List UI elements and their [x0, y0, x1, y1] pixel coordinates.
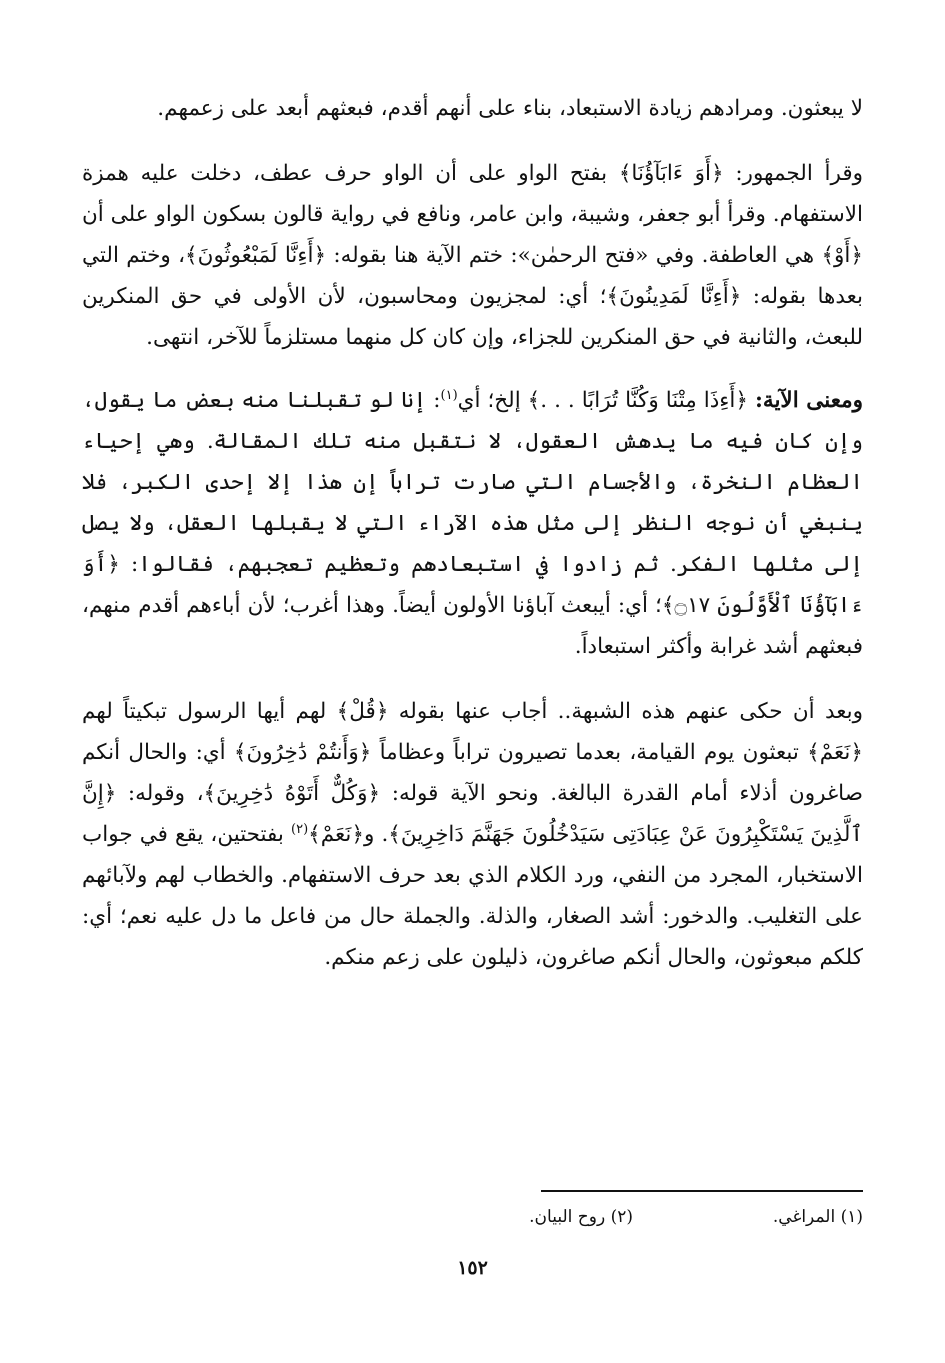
paragraph-4-text-a: وبعد أن حكى عنهم هذه الشبهة.. أجاب عنها بقوله ﴿قُلْ﴾ لهم أيها الرسول تبكيتاً لهم ﴿نَعَمْ﴾ تبعثون يوم القيامة، بعدما تصيرون تراباً وعظاماً ﴿وَأَنتُمْ دَٰخِرُونَ﴾ أي: والحال أنكم صاغرون أذلاء أمام القدرة البالغة. ونحو الآية قوله: ﴿وَكُلٌّ أَتَوْهُ دَٰخِرِينَ﴾، وقوله: ﴿إِنَّ ٱلَّذِينَ يَسْتَكْبِرُونَ عَنْ عِبَادَتِى سَيَدْخُلُونَ جَهَنَّمَ دَاخِرِينَ﴾. و﴿نَعَمْ﴾ — [82, 699, 863, 847]
footnote-1: (١) المراغي. — [772, 1207, 863, 1227]
paragraph-3-lead: ومعنى الآية: — [754, 388, 863, 413]
paragraph-3-text-a: ﴿أَءِذَا مِتْنَا وَكُنَّا تُرَابًا . . .﴾ إلخ؛ أي — [457, 388, 755, 413]
footnotes — [82, 1203, 863, 1231]
paragraph-2-text: وقرأ الجمهور: ﴿أَوَ ءَابَآؤُنَا﴾ بفتح الواو على أن الواو حرف عطف، دخلت عليه همزة الاستفهام. وقرأ أبو جعفر، وشيبة، وابن عامر، ونافع في رواية قالون بسكون الواو على أن ﴿أَوْ﴾ هي العاطفة. وفي «فتح الرحمٰن»: ختم الآية هنا بقوله: ﴿أَءِنَّا لَمَبْعُوثُونَ﴾، وختم التي بعدها بقوله: ﴿أَءِنَّا لَمَدِينُونَ﴾؛ أي: لمجزيون ومحاسبون، لأن الأولى في حق المنكرين للبعث، والثانية في حق المنكرين للجزاء، وإن كان كل منهما مستلزماً للآخر، انتهى. — [82, 161, 863, 350]
footnote-ref-1: (١) — [440, 387, 458, 403]
paragraph-2 — [82, 153, 863, 358]
footnote-ref-2: (٢) — [291, 821, 309, 837]
paragraph-4 — [82, 691, 863, 978]
paragraph-1 — [82, 88, 863, 129]
paragraph-4-text-b: بفتحتين، يقع في جواب الاستخبار، المجرد من النفي، ورد الكلام الذي بعد حرف الاستفهام. والخطاب لهم ولآبائهم على التغليب. والدخور: أشد الصغار، والذلة. والجملة حال من فاعل ما دل عليه نعم؛ أي: كلكم مبعوثون، والحال أنكم صاغرون، ذليلون على زعم منكم. — [82, 822, 863, 970]
paragraph-1-text: لا يبعثون. ومرادهم زيادة الاستبعاد، بناء على أنهم أقدم، فبعثهم أبعد على زعمهم. — [157, 96, 863, 121]
page-number: ١٥٢ — [457, 1257, 488, 1279]
paragraph-3 — [82, 380, 863, 667]
paragraph-3-text-b: : إنا لو تقبلنا منه بعض ما يقول، وإن كان فيه ما يدهش العقول، لا نتقبل منه تلك المقالة. وهي إحياء العظام النخرة، والأجسام التي صارت تراباً إن هذا إلا إحدى الكبر، فلا ينبغي أن نوجه النظر إلى مثل هذه الآراء التي لا يقبلها العقل، ولا يصل إلى مثلها الفكر. ثم زادوا في استبعادهم وتعظيم تعجبهم، فقالوا: ﴿أَوَ ءَابَآؤُنَا ٱلْأَوَّلُونَ ۝١٧﴾؛ أي: أيبعث آباؤنا الأولون أيضاً. وهذا أغرب؛ لأن أباءهم أقدم منهم، فبعثهم أشد غرابة وأكثر استبعاداً. — [82, 388, 863, 659]
footnote-divider — [541, 1190, 863, 1192]
footnote-2: (٢) روح البيان. — [529, 1207, 633, 1227]
